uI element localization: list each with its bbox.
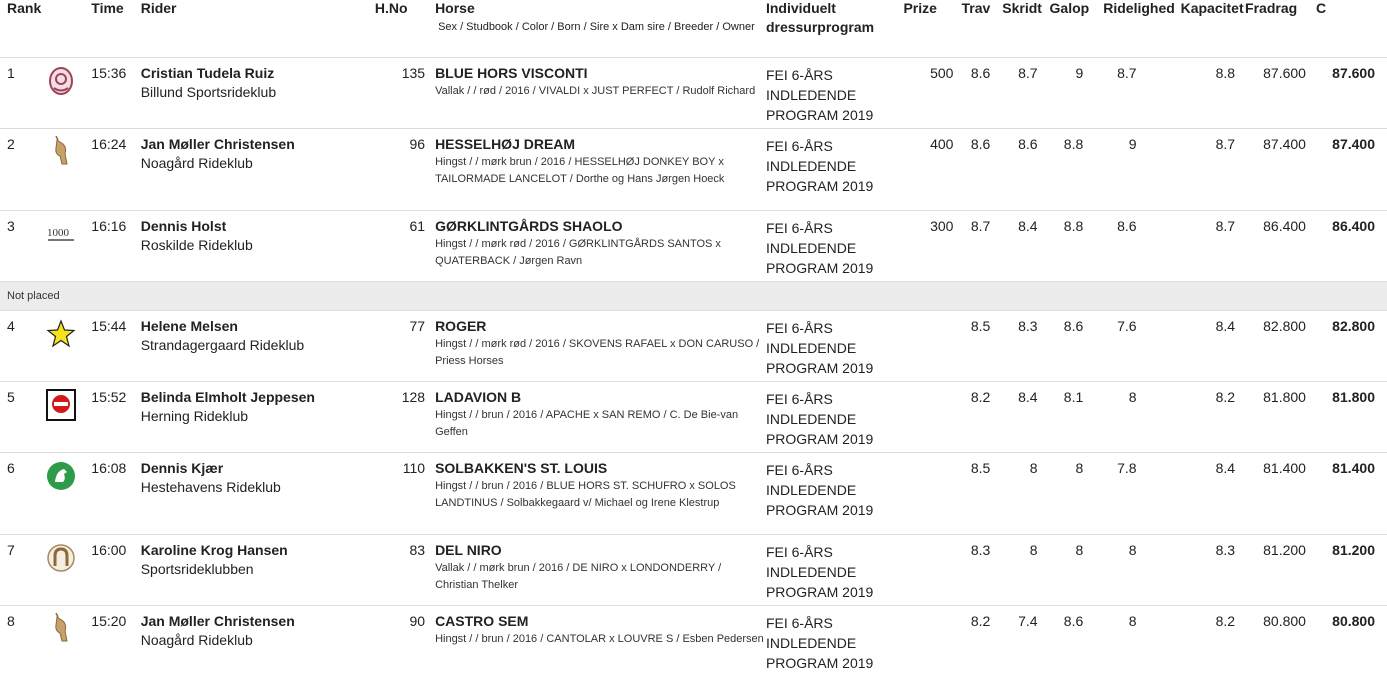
horse-info: Hingst / / brun / 2016 / BLUE HORS ST. SCHUFRO x SOLOS LANDTINUS / Solbakkegaard v/ Michael og Irene Klestrup <box>435 479 736 509</box>
rank-cell: 1 <box>0 57 46 128</box>
program-line3: PROGRAM 2019 <box>765 177 874 194</box>
program-line2: INDLEDENDE <box>765 239 857 256</box>
hno-cell: 77 <box>375 310 435 381</box>
time-cell: 16:24 <box>91 128 140 210</box>
rider-club[interactable]: Hestehavens Rideklub <box>140 478 281 495</box>
logo-cell <box>46 605 91 676</box>
program-line3: PROGRAM 2019 <box>765 106 874 123</box>
prize-cell <box>903 605 961 676</box>
rider-cell <box>141 210 375 281</box>
kapacitet-cell: 8.2 <box>1181 381 1245 452</box>
galop-cell: 8 <box>1050 452 1104 534</box>
horse-cell <box>435 210 766 281</box>
prize-cell: 400 <box>903 128 961 210</box>
logo-cell <box>46 57 91 128</box>
result-row-8[interactable] <box>0 605 1387 676</box>
horseshoe-icon <box>46 542 76 574</box>
prize-cell <box>903 534 961 605</box>
trav-cell: 8.6 <box>961 57 1002 128</box>
prize-cell: 300 <box>903 210 961 281</box>
galop-cell: 8.8 <box>1050 210 1104 281</box>
score-cell: 87.400 <box>1245 128 1316 210</box>
rider-cell <box>141 57 375 128</box>
horse-cell <box>435 57 766 128</box>
rider-cell <box>141 605 375 676</box>
skridt-cell: 8.4 <box>1002 210 1049 281</box>
header-skridt[interactable]: Skridt <box>1002 0 1042 16</box>
score-cell: 82.800 <box>1245 310 1316 381</box>
rank-cell: 7 <box>0 534 46 605</box>
hno-cell: 135 <box>375 57 435 128</box>
header-program-line2: dressurprogram <box>765 19 875 35</box>
time-cell: 16:00 <box>91 534 140 605</box>
kapacitet-cell: 8.7 <box>1181 128 1245 210</box>
time-cell: 15:44 <box>91 310 140 381</box>
program-line3: PROGRAM 2019 <box>765 359 874 376</box>
program-line2: INDLEDENDE <box>765 339 857 356</box>
rider-club[interactable]: Herning Rideklub <box>140 407 249 424</box>
result-row-5[interactable] <box>0 381 1387 452</box>
program-line1: FEI 6-ÅRS <box>765 137 833 154</box>
header-time[interactable]: Time <box>91 0 124 16</box>
rider-cell <box>141 128 375 210</box>
galop-cell: 8.6 <box>1050 310 1104 381</box>
program-line2: INDLEDENDE <box>765 410 857 427</box>
program-line1: FEI 6-ÅRS <box>765 66 833 83</box>
skridt-cell: 8 <box>1002 534 1049 605</box>
logo-cell <box>46 210 91 281</box>
hno-cell: 96 <box>375 128 435 210</box>
skridt-cell: 8.4 <box>1002 381 1049 452</box>
score-cell: 87.600 <box>1245 57 1316 128</box>
trav-cell: 8.5 <box>961 310 1002 381</box>
rider-club[interactable]: Noagård Rideklub <box>140 631 253 648</box>
placed-rows <box>0 57 1387 281</box>
horse-cell <box>435 534 766 605</box>
header-c[interactable]: C <box>1315 0 1327 16</box>
program-line3: PROGRAM 2019 <box>765 501 874 518</box>
rider-club[interactable]: Roskilde Rideklub <box>140 236 253 253</box>
time-cell: 15:36 <box>91 57 140 128</box>
kapacitet-cell: 8.2 <box>1181 605 1245 676</box>
total-cell: 82.800 <box>1316 310 1387 381</box>
hno-cell: 90 <box>375 605 435 676</box>
horse-name[interactable]: CASTRO SEM <box>435 612 529 629</box>
kapacitet-cell: 8.4 <box>1181 310 1245 381</box>
horse-cell <box>435 310 766 381</box>
program-line1: FEI 6-ÅRS <box>765 319 833 336</box>
horse-cell <box>435 605 766 676</box>
galop-cell: 8.8 <box>1050 128 1104 210</box>
program-line2: INDLEDENDE <box>765 481 857 498</box>
horse-head-icon <box>46 613 76 645</box>
horse-cell <box>435 128 766 210</box>
program-line3: PROGRAM 2019 <box>765 583 874 600</box>
prize-cell <box>903 452 961 534</box>
rank-cell: 6 <box>0 452 46 534</box>
horse-info: Hingst / / mørk brun / 2016 / HESSELHØJ DONKEY BOY x TAILORMADE LANCELOT / Dorthe og Hans Jørgen Hoeck <box>435 155 725 185</box>
rider-cell <box>141 310 375 381</box>
horse-cell <box>435 452 766 534</box>
trav-cell: 8.2 <box>961 381 1002 452</box>
galop-cell: 8.6 <box>1050 605 1104 676</box>
program-line3: PROGRAM 2019 <box>765 430 874 447</box>
program-line2: INDLEDENDE <box>765 634 857 651</box>
time-cell: 15:20 <box>91 605 140 676</box>
rider-club[interactable]: Strandagergaard Rideklub <box>140 336 305 353</box>
horse-name[interactable]: DEL NIRO <box>435 541 502 558</box>
total-cell: 86.400 <box>1316 210 1387 281</box>
program-cell <box>766 452 904 534</box>
galop-cell: 8.1 <box>1050 381 1104 452</box>
not-placed-rows <box>0 310 1387 676</box>
score-cell: 80.800 <box>1245 605 1316 676</box>
rank-cell: 3 <box>0 210 46 281</box>
horse-cell <box>435 381 766 452</box>
horse-name[interactable]: LADAVION B <box>435 388 522 405</box>
total-cell: 81.200 <box>1316 534 1387 605</box>
program-line3: PROGRAM 2019 <box>765 654 874 671</box>
rider-name[interactable]: Helene Melsen <box>140 317 238 334</box>
total-cell: 81.400 <box>1316 452 1387 534</box>
rank-cell: 4 <box>0 310 46 381</box>
result-row-4[interactable] <box>0 310 1387 381</box>
horse-info: Hingst / / brun / 2016 / CANTOLAR x LOUVRE S / Esben Pedersen <box>435 632 764 645</box>
green-horse-icon <box>46 460 76 492</box>
program-line3: PROGRAM 2019 <box>765 259 874 276</box>
header-row <box>0 0 1387 57</box>
score-cell: 81.200 <box>1245 534 1316 605</box>
header-trav[interactable]: Trav <box>961 0 991 16</box>
program-line1: FEI 6-ÅRS <box>765 614 833 631</box>
club-badge-icon <box>46 389 76 421</box>
group-row <box>0 281 1387 310</box>
group-label: Not placed <box>0 281 1387 310</box>
rider-cell <box>141 452 375 534</box>
header-program[interactable] <box>766 0 904 57</box>
time-cell: 16:08 <box>91 452 140 534</box>
horse-info: Hingst / / mørk rød / 2016 / SKOVENS RAFAEL x DON CARUSO / Priess Horses <box>435 337 760 367</box>
logo-cell <box>46 310 91 381</box>
header-ridelighed[interactable]: Ridelighed <box>1103 0 1175 16</box>
score-cell: 81.400 <box>1245 452 1316 534</box>
result-row-3[interactable] <box>0 210 1387 281</box>
header-horse-sub: Sex / Studbook / Color / Born / Sire x Dam sire / Breeder / Owner <box>438 21 755 33</box>
kapacitet-cell: 8.7 <box>1181 210 1245 281</box>
rider-club[interactable]: Noagård Rideklub <box>140 154 253 171</box>
program-cell <box>766 310 904 381</box>
total-cell: 87.400 <box>1316 128 1387 210</box>
skridt-cell: 7.4 <box>1002 605 1049 676</box>
program-cell <box>766 534 904 605</box>
header-program-line1: Individuelt <box>765 0 836 16</box>
rank-cell: 2 <box>0 128 46 210</box>
club-wordmark-icon <box>46 218 76 250</box>
hno-cell: 128 <box>375 381 435 452</box>
result-row-7[interactable] <box>0 534 1387 605</box>
program-line1: FEI 6-ÅRS <box>765 390 833 407</box>
header-horse-label: Horse <box>435 0 475 16</box>
prize-cell <box>903 381 961 452</box>
ridelighed-cell: 7.8 <box>1103 452 1180 534</box>
ridelighed-cell: 7.6 <box>1103 310 1180 381</box>
rank-cell: 5 <box>0 381 46 452</box>
header-fradrag[interactable]: Fradrag <box>1245 0 1298 16</box>
program-cell <box>766 128 904 210</box>
header-logo <box>46 0 91 57</box>
horse-name[interactable]: ROGER <box>435 317 487 334</box>
program-line1: FEI 6-ÅRS <box>765 219 833 236</box>
program-cell <box>766 381 904 452</box>
hno-cell: 110 <box>375 452 435 534</box>
trav-cell: 8.3 <box>961 534 1002 605</box>
rider-name[interactable]: Dennis Holst <box>140 217 227 234</box>
horse-name[interactable]: BLUE HORS VISCONTI <box>435 64 588 81</box>
program-line1: FEI 6-ÅRS <box>765 543 833 560</box>
ridelighed-cell: 8.6 <box>1103 210 1180 281</box>
trav-cell: 8.2 <box>961 605 1002 676</box>
logo-cell <box>46 128 91 210</box>
result-row-2[interactable] <box>0 128 1387 210</box>
prize-cell: 500 <box>903 57 961 128</box>
trav-cell: 8.5 <box>961 452 1002 534</box>
rider-name[interactable]: Karoline Krog Hansen <box>140 541 288 558</box>
horse-info: Vallak / / rød / 2016 / VIVALDI x JUST PERFECT / Rudolf Richard <box>435 84 756 97</box>
rider-name[interactable]: Jan Møller Christensen <box>140 612 295 629</box>
horse-head-icon <box>46 136 76 168</box>
header-kapacitet[interactable]: Kapacitet <box>1180 0 1244 16</box>
rider-cell <box>141 534 375 605</box>
horse-name[interactable]: GØRKLINTGÅRDS SHAOLO <box>435 217 623 234</box>
header-rider[interactable]: Rider <box>140 0 177 16</box>
score-cell: 81.800 <box>1245 381 1316 452</box>
rider-name[interactable]: Dennis Kjær <box>140 459 224 476</box>
header-prize[interactable]: Prize <box>903 0 937 16</box>
rider-club[interactable]: Billund Sportsrideklub <box>140 83 277 100</box>
ridelighed-cell: 8.7 <box>1103 57 1180 128</box>
hno-cell: 61 <box>375 210 435 281</box>
total-cell: 81.800 <box>1316 381 1387 452</box>
kapacitet-cell: 8.4 <box>1181 452 1245 534</box>
total-cell: 80.800 <box>1316 605 1387 676</box>
rank-cell: 8 <box>0 605 46 676</box>
ridelighed-cell: 8 <box>1103 381 1180 452</box>
logo-cell <box>46 534 91 605</box>
skridt-cell: 8.3 <box>1002 310 1049 381</box>
kapacitet-cell: 8.8 <box>1181 57 1245 128</box>
svg-text:1000: 1000 <box>47 226 70 239</box>
header-hno[interactable]: H.No <box>374 0 408 16</box>
program-cell <box>766 57 904 128</box>
header-rank[interactable]: Rank <box>7 0 42 16</box>
kapacitet-cell: 8.3 <box>1181 534 1245 605</box>
horse-info: Vallak / / mørk brun / 2016 / DE NIRO x LONDONDERRY / Christian Thelker <box>435 561 722 591</box>
program-line2: INDLEDENDE <box>765 563 857 580</box>
skridt-cell: 8 <box>1002 452 1049 534</box>
rider-name[interactable]: Jan Møller Christensen <box>140 135 295 152</box>
galop-cell: 9 <box>1050 57 1104 128</box>
time-cell: 15:52 <box>91 381 140 452</box>
program-cell <box>766 210 904 281</box>
horse-name[interactable]: SOLBAKKEN'S ST. LOUIS <box>435 459 608 476</box>
star-icon <box>46 318 76 350</box>
skridt-cell: 8.6 <box>1002 128 1049 210</box>
header-horse[interactable] <box>435 0 766 57</box>
total-cell: 87.600 <box>1316 57 1387 128</box>
not-placed-group <box>0 281 1387 310</box>
result-row-1[interactable] <box>0 57 1387 128</box>
logo-cell <box>46 381 91 452</box>
program-line1: FEI 6-ÅRS <box>765 461 833 478</box>
prize-cell <box>903 310 961 381</box>
ridelighed-cell: 9 <box>1103 128 1180 210</box>
horse-info: Hingst / / brun / 2016 / APACHE x SAN REMO / C. De Bie-van Geffen <box>435 408 739 438</box>
trav-cell: 8.7 <box>961 210 1002 281</box>
program-cell <box>766 605 904 676</box>
rider-name[interactable]: Belinda Elmholt Jeppesen <box>140 388 315 405</box>
skridt-cell: 8.7 <box>1002 57 1049 128</box>
header-galop[interactable]: Galop <box>1049 0 1090 16</box>
program-line2: INDLEDENDE <box>765 86 857 103</box>
club-crest-icon <box>46 65 76 97</box>
ridelighed-cell: 8 <box>1103 605 1180 676</box>
horse-info: Hingst / / mørk rød / 2016 / GØRKLINTGÅRDS SANTOS x QUATERBACK / Jørgen Ravn <box>435 237 721 267</box>
rider-cell <box>141 381 375 452</box>
program-line2: INDLEDENDE <box>765 157 857 174</box>
galop-cell: 8 <box>1050 534 1104 605</box>
rider-club[interactable]: Sportsrideklubben <box>140 560 254 577</box>
score-cell: 86.400 <box>1245 210 1316 281</box>
rider-name[interactable]: Cristian Tudela Ruiz <box>140 64 275 81</box>
time-cell: 16:16 <box>91 210 140 281</box>
hno-cell: 83 <box>375 534 435 605</box>
logo-cell <box>46 452 91 534</box>
ridelighed-cell: 8 <box>1103 534 1180 605</box>
horse-name[interactable]: HESSELHØJ DREAM <box>435 135 576 152</box>
result-row-6[interactable] <box>0 452 1387 534</box>
trav-cell: 8.6 <box>961 128 1002 210</box>
